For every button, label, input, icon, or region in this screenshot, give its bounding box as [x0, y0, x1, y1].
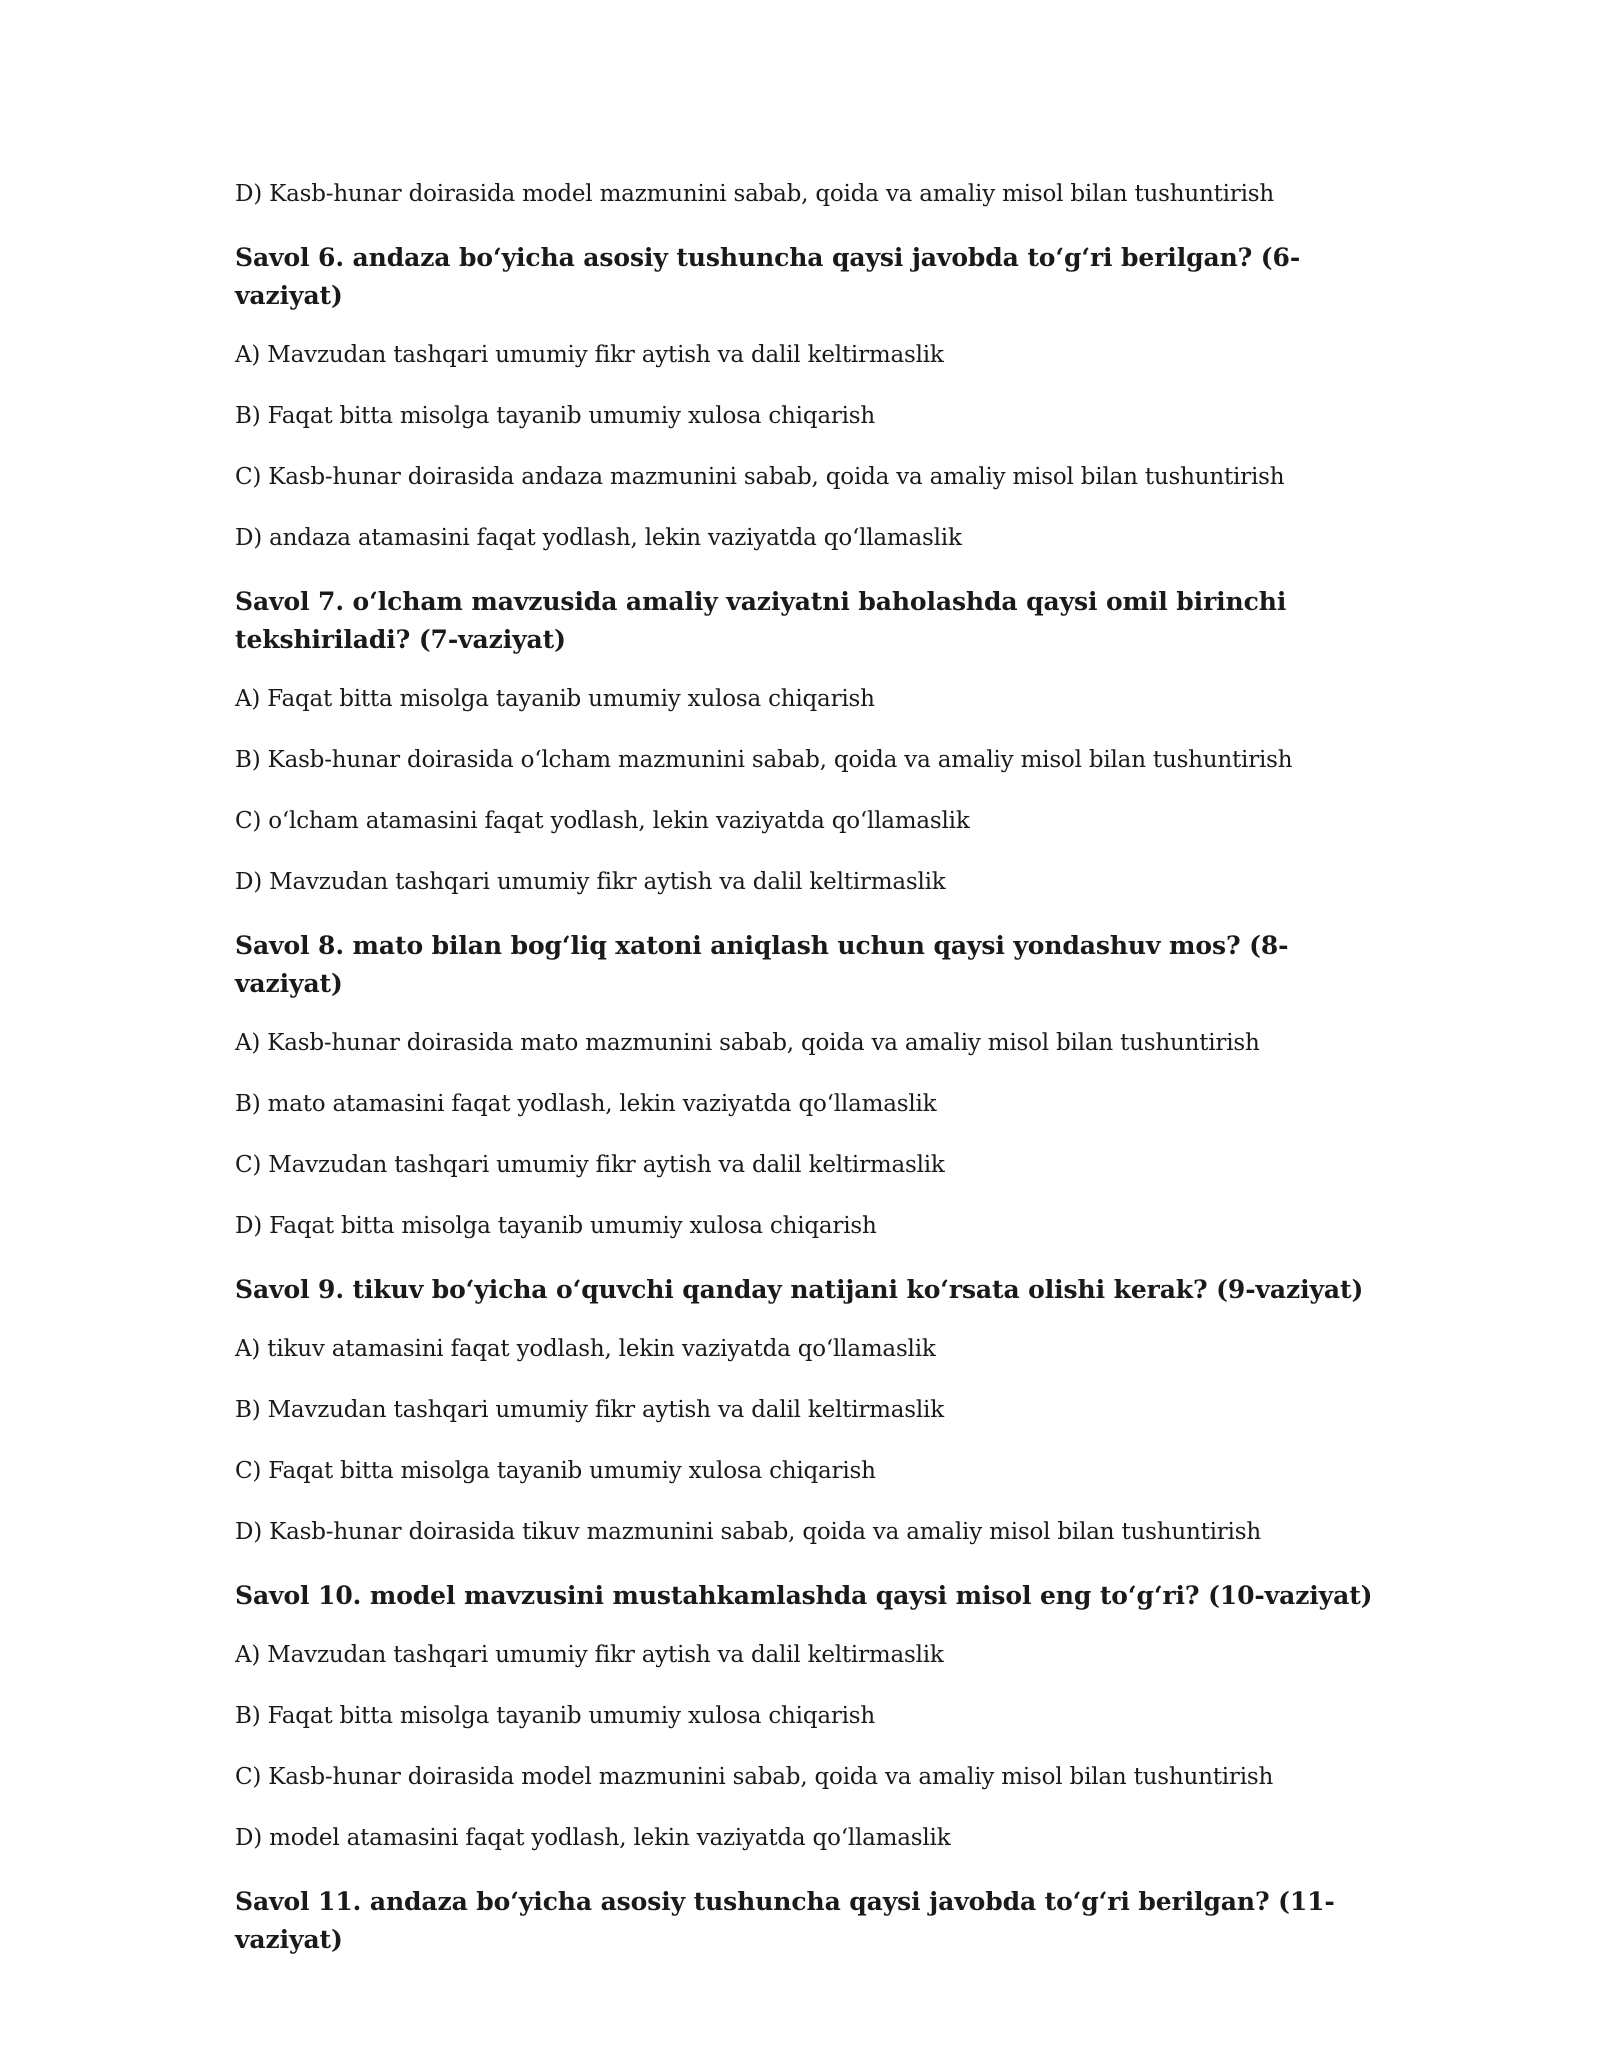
question-9-option-a: A) tikuv atamasini faqat yodlash, lekin vaziyatda qo‘llamaslik [235, 1336, 936, 1362]
question-6-option-d: D) andaza atamasini faqat yodlash, lekin vaziyatda qo‘llamaslik [235, 525, 962, 551]
question-8-option-b: B) mato atamasini faqat yodlash, lekin vaziyatda qo‘llamaslik [235, 1091, 937, 1117]
question-9-option-c: C) Faqat bitta misolga tayanib umumiy xulosa chiqarish [235, 1458, 876, 1484]
question-7-option-d: D) Mavzudan tashqari umumiy fikr aytish va dalil keltirmaslik [235, 869, 946, 895]
document-page [235, 178, 1375, 1983]
question-10-option-b: B) Faqat bitta misolga tayanib umumiy xulosa chiqarish [235, 1703, 876, 1729]
question-9-option-b: B) Mavzudan tashqari umumiy fikr aytish va dalil keltirmaslik [235, 1397, 944, 1423]
question-6-title: Savol 6. andaza bo‘yicha asosiy tushuncha qaysi javobda to‘g‘ri berilgan? (6-vaziyat) [235, 243, 1301, 310]
question-10-title: Savol 10. model mavzusini mustahkamlashda qaysi misol eng to‘g‘ri? (10-vaziyat) [235, 1581, 1373, 1610]
question-8-title: Savol 8. mato bilan bog‘liq xatoni aniqlash uchun qaysi yondashuv mos? (8-vaziyat) [235, 931, 1289, 998]
question-8-option-c: C) Mavzudan tashqari umumiy fikr aytish va dalil keltirmaslik [235, 1152, 945, 1178]
question-10-option-a: A) Mavzudan tashqari umumiy fikr aytish va dalil keltirmaslik [235, 1642, 944, 1668]
option-d-savol-5: D) Kasb-hunar doirasida model mazmunini sabab, qoida va amaliy misol bilan tushuntirish [235, 181, 1274, 207]
question-6-option-c: C) Kasb-hunar doirasida andaza mazmunini sabab, qoida va amaliy misol bilan tushuntirish [235, 464, 1285, 490]
question-7-option-a: A) Faqat bitta misolga tayanib umumiy xulosa chiqarish [235, 686, 875, 712]
question-11-title: Savol 11. andaza bo‘yicha asosiy tushuncha qaysi javobda to‘g‘ri berilgan? (11-vaziyat) [235, 1887, 1335, 1954]
question-7-title: Savol 7. o‘lcham mavzusida amaliy vaziyatni baholashda qaysi omil birinchi tekshiriladi? (7-vaziyat) [235, 587, 1287, 654]
question-8-option-d: D) Faqat bitta misolga tayanib umumiy xulosa chiqarish [235, 1213, 877, 1239]
question-6-option-a: A) Mavzudan tashqari umumiy fikr aytish va dalil keltirmaslik [235, 342, 944, 368]
question-6-option-b: B) Faqat bitta misolga tayanib umumiy xulosa chiqarish [235, 403, 876, 429]
question-9-option-d: D) Kasb-hunar doirasida tikuv mazmunini sabab, qoida va amaliy misol bilan tushuntirish [235, 1519, 1261, 1545]
question-7-option-b: B) Kasb-hunar doirasida o‘lcham mazmunini sabab, qoida va amaliy misol bilan tushuntirish [235, 747, 1293, 773]
question-10-option-d: D) model atamasini faqat yodlash, lekin vaziyatda qo‘llamaslik [235, 1825, 951, 1851]
question-7-option-c: C) o‘lcham atamasini faqat yodlash, lekin vaziyatda qo‘llamaslik [235, 808, 970, 834]
question-9-title: Savol 9. tikuv bo‘yicha o‘quvchi qanday natijani ko‘rsata olishi kerak? (9-vaziyat) [235, 1275, 1364, 1304]
question-10-option-c: C) Kasb-hunar doirasida model mazmunini sabab, qoida va amaliy misol bilan tushuntirish [235, 1764, 1274, 1790]
question-8-option-a: A) Kasb-hunar doirasida mato mazmunini sabab, qoida va amaliy misol bilan tushuntirish [235, 1030, 1260, 1056]
